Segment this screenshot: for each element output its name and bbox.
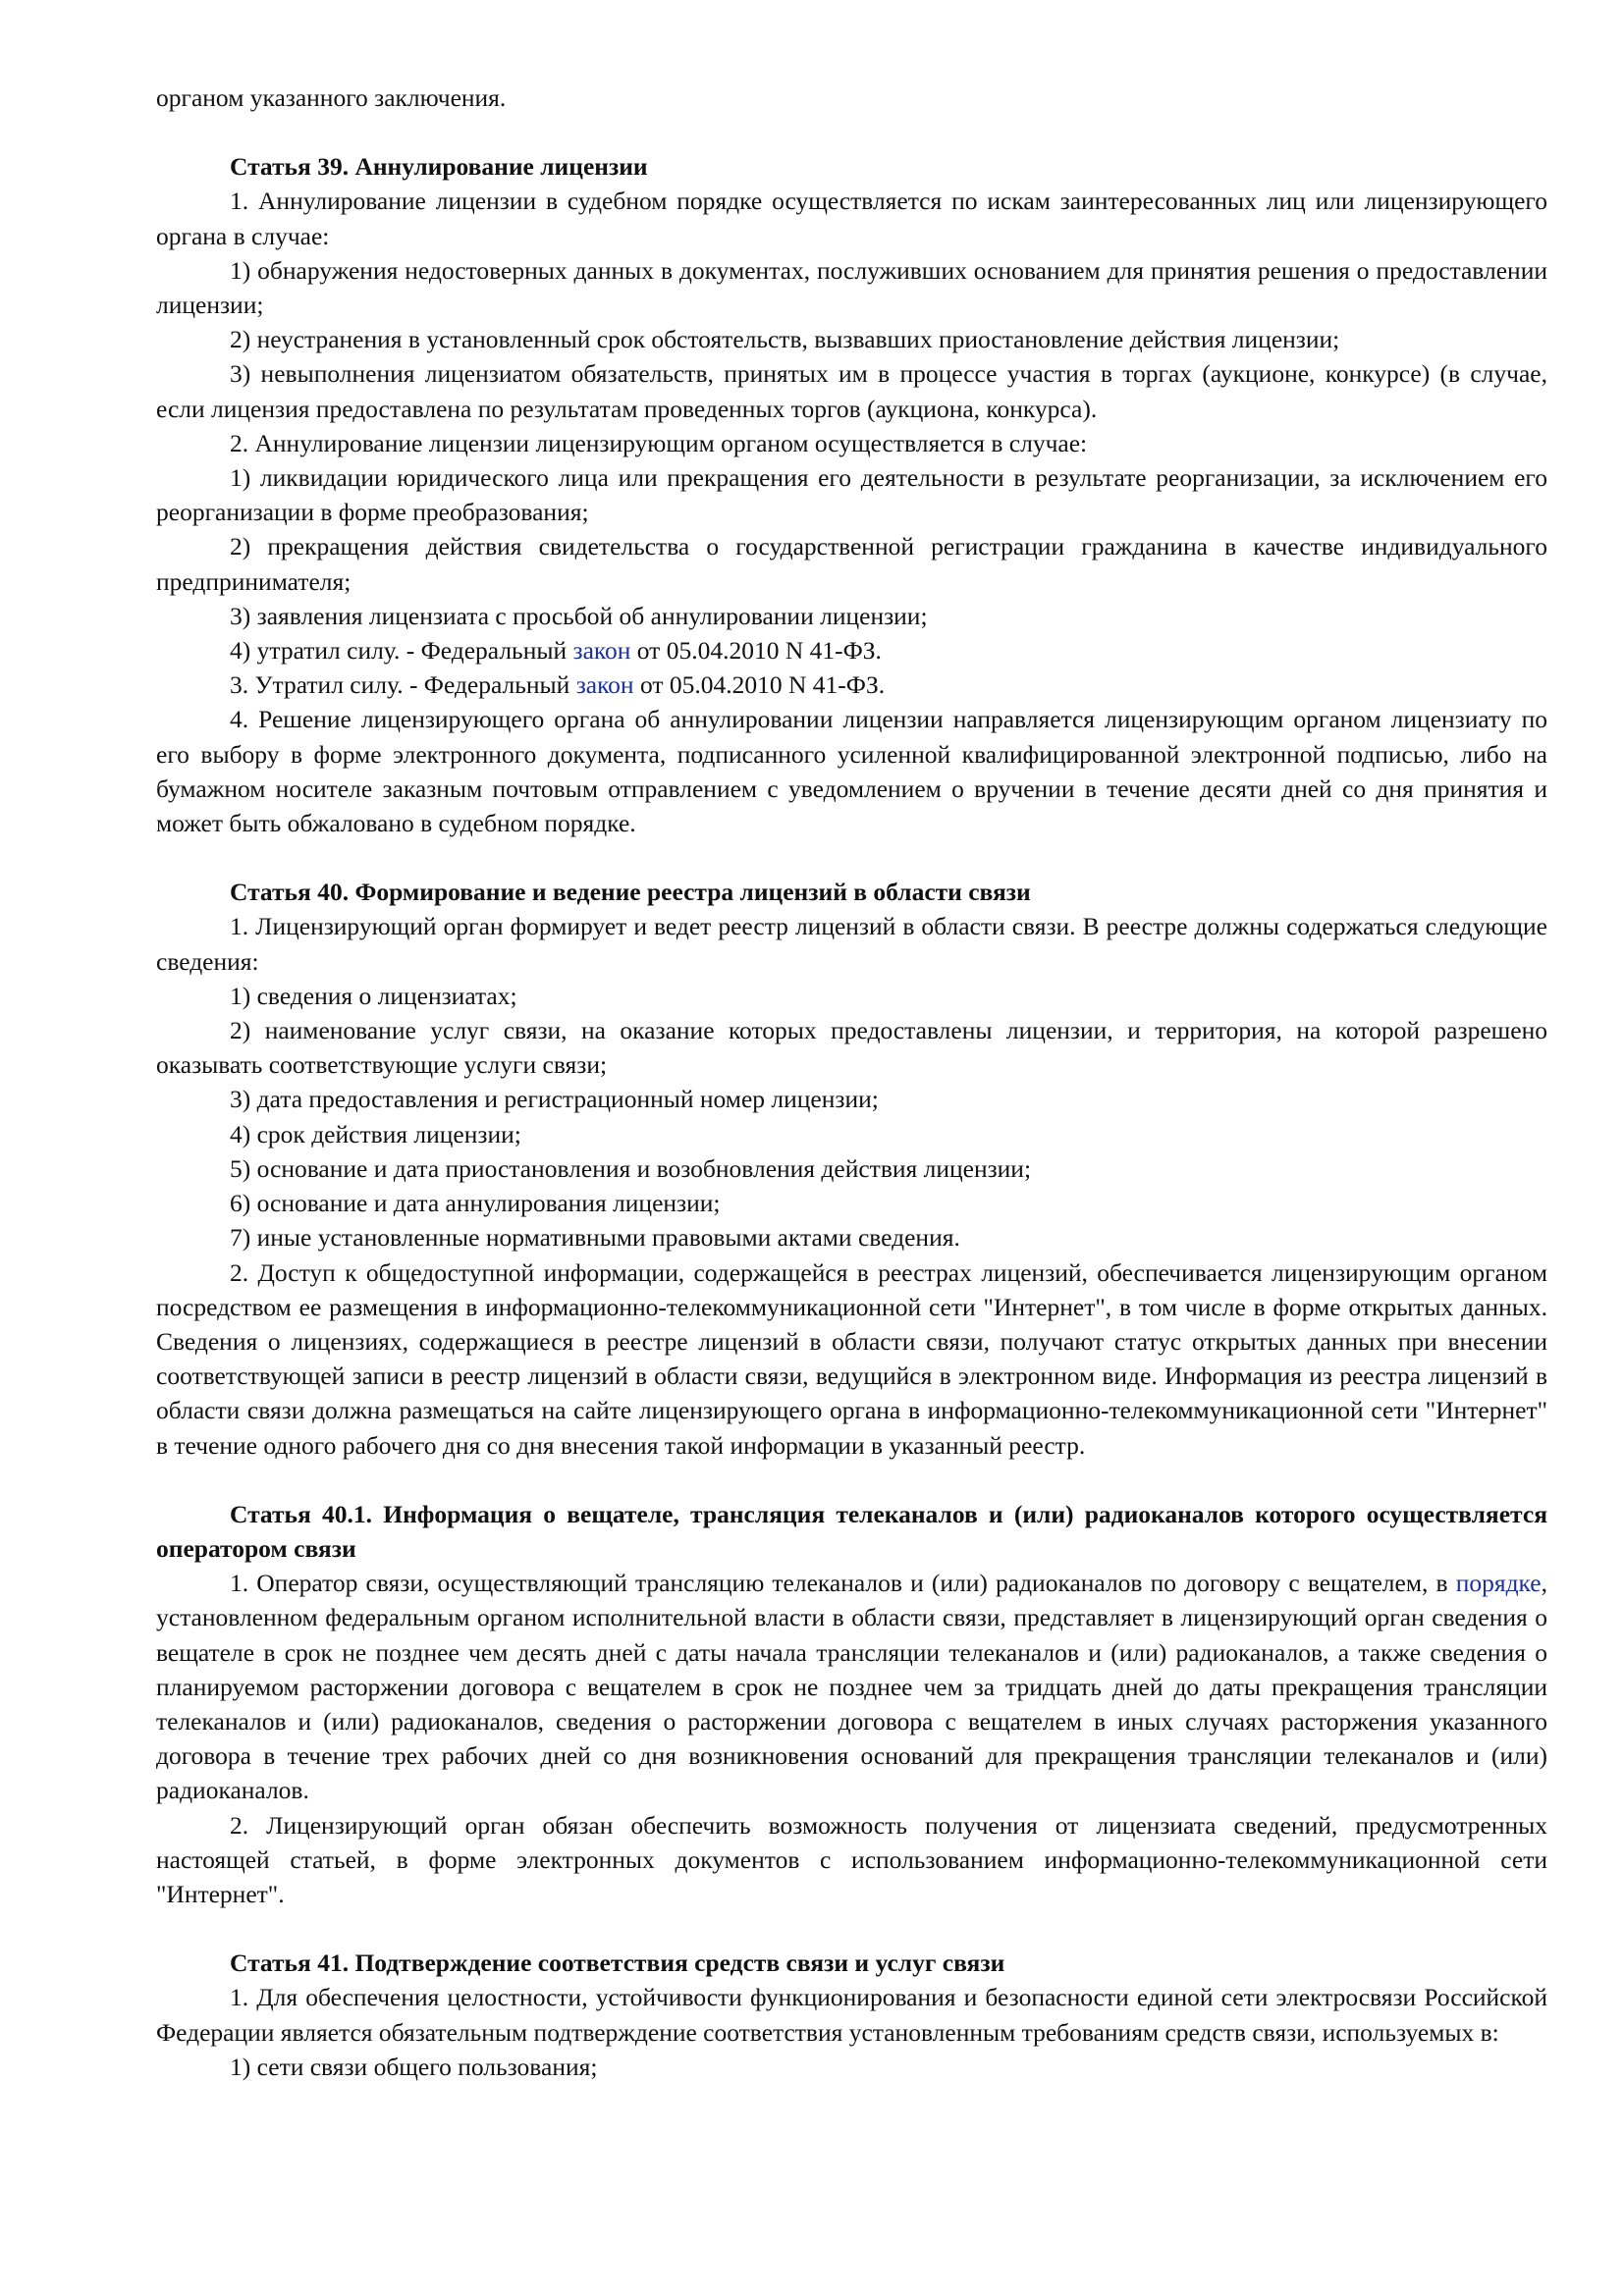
paragraph: 2) неустранения в установленный срок обстоятельств, вызвавших приостановление действия лицензии; <box>230 325 1340 354</box>
paragraph: 2. Доступ к общедоступной информации, содержащейся в реестрах лицензий, обеспечивается лицензирующим органом посредством ее размещения в информационно-телекоммуникационной сети "Интернет", в том числе в форме открытых данных. Сведения о лицензиях, содержащиеся в реестре лицензий в области связи, получают статус открытых данных при внесении соответствующей записи в реестр лицензий в области связи, ведущийся в электронном виде. Информация из реестра лицензий в области связи должна размещаться на сайте лицензирующего органа в информационно-телекоммуникационной сети "Интернет" в течение одного рабочего дня со дня внесения такой информации в указанный реестр. <box>156 1257 1547 1460</box>
paragraph: 1) ликвидации юридического лица или прекращения его деятельности в результате реорганизации, за исключением его реорганизации в форме преобразования; <box>156 463 1547 527</box>
article-heading: Статья 40. Формирование и ведение реестра лицензий в области связи <box>230 878 1031 907</box>
paragraph: 1. Лицензирующий орган формирует и ведет реестр лицензий в области связи. В реестре должны содержаться следующие сведения: <box>156 912 1547 976</box>
paragraph: 3) дата предоставления и регистрационный номер лицензии; <box>230 1085 879 1114</box>
paragraph: 1) сети связи общего пользования; <box>230 2052 598 2081</box>
document-page <box>156 80 1547 2084</box>
paragraph-text: 1. Оператор связи, осуществляющий трансляцию телеканалов и (или) радиоканалов по договору с вещателем, в <box>230 1569 1456 1598</box>
law-link[interactable]: порядке <box>1455 1569 1542 1598</box>
paragraph: 2) прекращения действия свидетельства о государственной регистрации гражданина в качестве индивидуального предпринимателя; <box>156 532 1547 596</box>
paragraph: 1. Аннулирование лицензии в судебном порядке осуществляется по искам заинтересованных лиц или лицензирующего органа в случае: <box>156 187 1547 250</box>
article-heading: Статья 39. Аннулирование лицензии <box>230 152 648 182</box>
paragraph: 1. Для обеспечения целостности, устойчивости функционирования и безопасности единой сети электросвязи Российской Федерации является обязательным подтверждение соответствия установленным требованиям средств связи, используемых в: <box>156 1983 1547 2047</box>
paragraph: 1) обнаружения недостоверных данных в документах, послуживших основанием для принятия решения о предоставлении лицензии; <box>156 255 1547 320</box>
paragraph: 2. Аннулирование лицензии лицензирующим органом осуществляется в случае: <box>230 428 1088 457</box>
paragraph-text: , установленном федеральным органом исполнительной власти в области связи, представляет в лицензирующий орган сведения о вещателе в срок не позднее чем десять дней с даты начала трансляции телеканалов и (или) радиоканалов, а также сведения о планируемом расторжении договора с вещателем в срок не позднее чем за тридцать дней до даты прекращения трансляции телеканалов и (или) радиоканалов, сведения о расторжении договора с вещателем в иных случаях расторжения указанного договора в течение трех рабочих дней со дня возникновения оснований для прекращения трансляции телеканалов и (или) радиоканалов. <box>156 1569 1547 1805</box>
article-heading: Статья 40.1. Информация о вещателе, трансляция телеканалов и (или) радиоканалов которого осуществляется оператором связи <box>156 1499 1547 1563</box>
paragraph <box>156 633 1547 667</box>
paragraph-text: 3. Утратил силу. - Федеральный <box>230 670 576 700</box>
paragraph-text: 4) утратил силу. - Федеральный <box>230 636 573 666</box>
paragraph-text: от 05.04.2010 N 41-ФЗ. <box>633 670 886 700</box>
paragraph: 5) основание и дата приостановления и возобновления действия лицензии; <box>230 1153 1032 1183</box>
paragraph: 1) сведения о лицензиатах; <box>230 981 517 1010</box>
paragraph <box>156 667 1547 702</box>
law-link[interactable]: закон <box>575 670 634 700</box>
article-heading: Статья 41. Подтверждение соответствия средств связи и услуг связи <box>230 1949 1005 1978</box>
paragraph: 3) невыполнения лицензиатом обязательств, принятых им в процессе участия в торгах (аукционе, конкурсе) (в случае, если лицензия предоставлена по результатам проведенных торгов (аукциона, конкурса). <box>156 359 1547 423</box>
paragraph: 4. Решение лицензирующего органа об аннулировании лицензии направляется лицензирующим органом лицензиату по его выбору в форме электронного документа, подписанного усиленной квалифицированной электронной подписью, либо на бумажном носителе заказным почтовым отправлением с уведомлением о вручении в течение десяти дней со дня принятия и может быть обжаловано в судебном порядке. <box>156 705 1547 838</box>
paragraph: 2) наименование услуг связи, на оказание которых предоставлены лицензии, и территория, на которой разрешено оказывать соответствующие услуги связи; <box>156 1016 1547 1080</box>
paragraph: 2. Лицензирующий орган обязан обеспечить возможность получения от лицензиата сведений, предусмотренных настоящей статьей, в форме электронных документов с использованием информационно-телекоммуникационной сети "Интернет". <box>156 1810 1547 1908</box>
paragraph: органом указанного заключения. <box>156 83 507 112</box>
law-link[interactable]: закон <box>572 636 631 666</box>
paragraph: 7) иные установленные нормативными правовыми актами сведения. <box>230 1223 960 1253</box>
paragraph: 4) срок действия лицензии; <box>230 1119 521 1148</box>
paragraph-text: от 05.04.2010 N 41-ФЗ. <box>630 636 882 666</box>
paragraph <box>156 1566 1547 1807</box>
paragraph: 3) заявления лицензиата с просьбой об аннулировании лицензии; <box>230 601 928 630</box>
paragraph: 6) основание и дата аннулирования лицензии; <box>230 1189 721 1218</box>
